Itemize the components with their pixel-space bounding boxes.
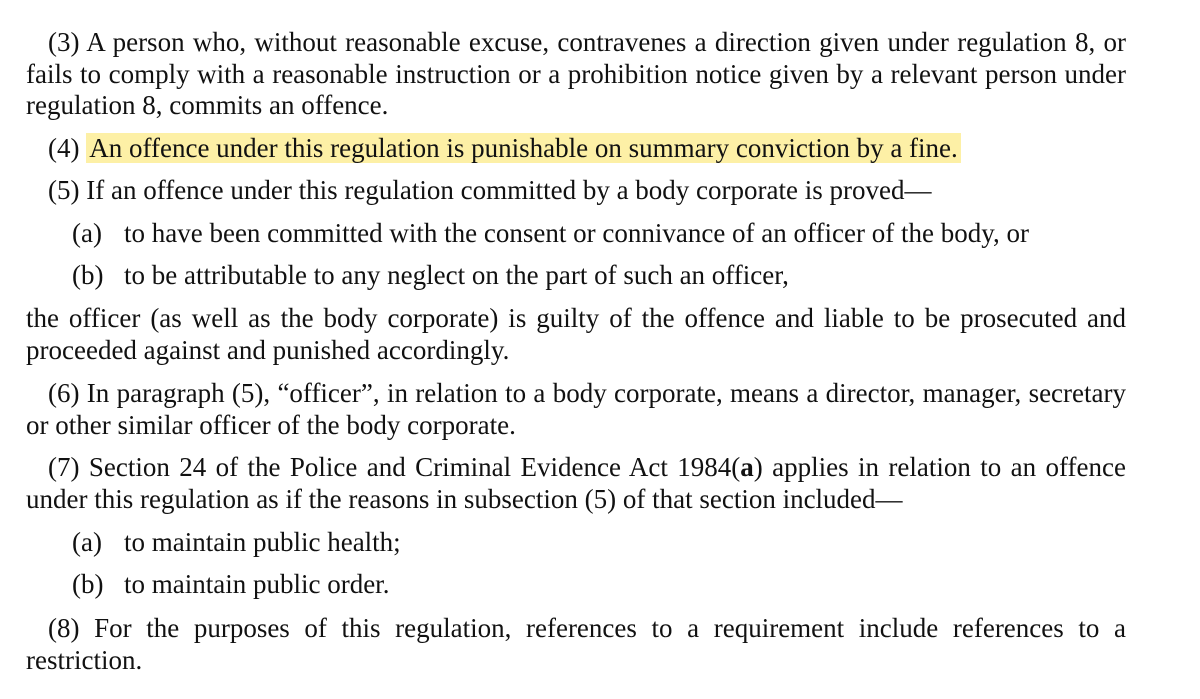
paragraph-5-item-b: [72, 260, 789, 292]
paragraph-7-item-a: [72, 527, 401, 559]
paragraph-3: (3) A person who, without reasonable excuse, contravenes a direction given under regulation 8, or fails to comply with a reasonable instruction or a prohibition notice given by a relevant person under regulation 8, commits an offence.: [26, 27, 1126, 120]
item-text: to have been committed with the consent or connivance of an officer of the body, or: [124, 218, 1029, 248]
item-label: (a): [72, 527, 102, 557]
item-label: (b): [72, 260, 104, 290]
paragraph-5: (5) If an offence under this regulation committed by a body corporate is proved—: [48, 175, 932, 205]
item-label: (a): [72, 218, 102, 248]
paragraph-7: [26, 452, 1126, 515]
item-text: to be attributable to any neglect on the part of such an officer,: [124, 260, 789, 290]
paragraph-7-text-end: ) applies in relation to an offence under this regulation as if the reasons in subsection (5) of that section included—: [26, 452, 1126, 514]
paragraph-6: (6) In paragraph (5), “officer”, in relation to a body corporate, means a director, manager, secretary or other similar officer of the body corporate.: [26, 378, 1126, 440]
paragraph-8: (8) For the purposes of this regulation, references to a requirement include references to a restriction.: [26, 613, 1126, 675]
paragraph-5-item-a: [72, 218, 1029, 250]
footnote-reference: a: [740, 452, 754, 482]
paragraph-7-item-b: [72, 569, 389, 601]
paragraph-4: [26, 133, 1126, 165]
item-label: (b): [72, 569, 104, 599]
highlighted-text: An offence under this regulation is punishable on summary conviction by a fine.: [86, 133, 961, 163]
item-text: to maintain public health;: [124, 527, 401, 557]
paragraph-4-number: (4): [48, 133, 80, 163]
item-text: to maintain public order.: [124, 569, 390, 599]
paragraph-5-continuation: the officer (as well as the body corporate) is guilty of the offence and liable to be prosecuted and proceeded against and punished accordingly.: [26, 303, 1126, 365]
paragraph-7-text-start: (7) Section 24 of the Police and Criminal Evidence Act 1984(: [48, 452, 741, 482]
